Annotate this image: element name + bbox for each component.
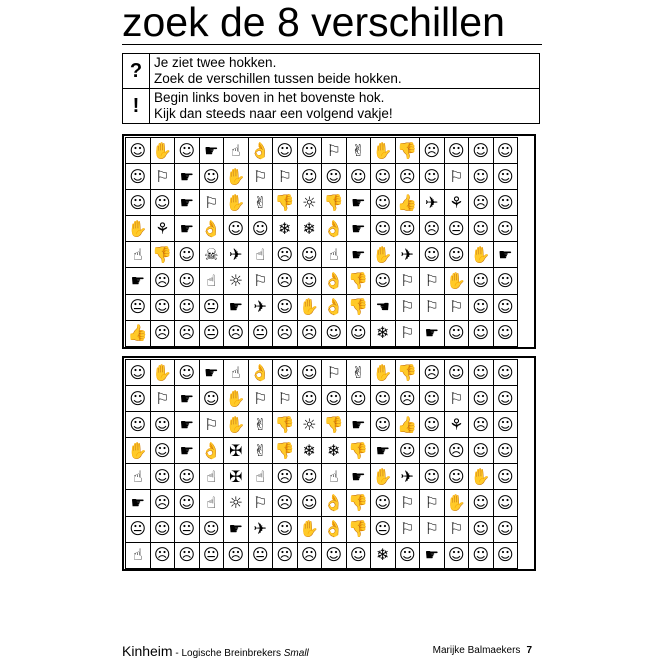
thumbs-down-icon: 👎	[273, 412, 298, 438]
pointing-right-icon: ☛	[371, 438, 396, 464]
frown-icon: ☹	[151, 268, 176, 294]
smiley-icon: ☺	[322, 543, 347, 569]
smiley-icon: ☺	[420, 464, 445, 490]
flag-icon: ⚐	[396, 321, 421, 347]
hand-icon: ✋	[371, 242, 396, 268]
page-number: 7	[526, 645, 532, 656]
sun-icon: ☼	[224, 268, 249, 294]
frown-icon: ☹	[151, 321, 176, 347]
hand-icon: ✋	[445, 268, 470, 294]
smiley-icon: ☺	[469, 164, 494, 190]
smiley-icon: ☺	[298, 164, 323, 190]
smiley-icon: ☺	[469, 216, 494, 242]
airplane-icon: ✈	[249, 517, 274, 543]
airplane-icon: ✈	[396, 242, 421, 268]
smiley-icon: ☺	[347, 543, 372, 569]
hand-icon: ✋	[151, 360, 176, 386]
sun-icon: ☼	[224, 490, 249, 516]
pointing-up-icon: ☝	[224, 360, 249, 386]
pointing-right-icon: ☛	[347, 216, 372, 242]
smiley-icon: ☺	[371, 268, 396, 294]
neutral-face-icon: 😐	[126, 295, 151, 321]
frown-icon: ☹	[420, 360, 445, 386]
smiley-icon: ☺	[371, 216, 396, 242]
thumbs-up-icon: 👍	[396, 412, 421, 438]
frown-icon: ☹	[445, 438, 470, 464]
smiley-icon: ☺	[445, 321, 470, 347]
neutral-face-icon: 😐	[445, 216, 470, 242]
smiley-icon: ☺	[494, 438, 519, 464]
publisher-logo: Kinheim	[122, 643, 173, 659]
thumbs-down-icon: 👎	[396, 138, 421, 164]
pointing-right-icon: ☛	[224, 517, 249, 543]
pointing-right-icon: ☛	[347, 464, 372, 490]
snowflake-icon: ❄	[298, 216, 323, 242]
frown-icon: ☹	[273, 321, 298, 347]
flag-icon: ⚐	[420, 517, 445, 543]
smiley-icon: ☺	[445, 543, 470, 569]
smiley-icon: ☺	[445, 138, 470, 164]
snowflake-icon: ❄	[273, 216, 298, 242]
frown-icon: ☹	[273, 268, 298, 294]
flag-icon: ⚐	[420, 490, 445, 516]
hand-icon: ✋	[298, 517, 323, 543]
flag-icon: ⚐	[249, 490, 274, 516]
airplane-icon: ✈	[224, 242, 249, 268]
smiley-icon: ☺	[396, 543, 421, 569]
flag-icon: ⚐	[151, 164, 176, 190]
thumbs-down-icon: 👎	[273, 190, 298, 216]
pointing-left-icon: ☚	[371, 295, 396, 321]
ok-hand-icon: 👌	[322, 490, 347, 516]
flag-icon: ⚐	[273, 386, 298, 412]
frown-icon: ☹	[469, 412, 494, 438]
smiley-icon: ☺	[494, 138, 519, 164]
flag-icon: ⚐	[249, 268, 274, 294]
smiley-icon: ☺	[494, 164, 519, 190]
skull-icon: ☠	[200, 242, 225, 268]
smiley-icon: ☺	[249, 216, 274, 242]
smiley-icon: ☺	[420, 242, 445, 268]
snowflake-icon: ❄	[371, 543, 396, 569]
smiley-icon: ☺	[298, 386, 323, 412]
smiley-icon: ☺	[371, 412, 396, 438]
cross-icon: ✠	[224, 464, 249, 490]
question-mark-icon: ?	[123, 54, 150, 89]
frown-icon: ☹	[224, 321, 249, 347]
pointing-up-icon: ☝	[322, 242, 347, 268]
series-prefix: - Logische Breinbrekers	[172, 648, 284, 659]
pointing-up-icon: ☝	[200, 490, 225, 516]
flag-icon: ⚐	[396, 517, 421, 543]
airplane-icon: ✈	[396, 464, 421, 490]
smiley-icon: ☺	[396, 438, 421, 464]
snowflake-icon: ❄	[371, 321, 396, 347]
flag-icon: ⚐	[396, 268, 421, 294]
pointing-up-icon: ☝	[249, 242, 274, 268]
smiley-icon: ☺	[322, 321, 347, 347]
smiley-icon: ☺	[469, 268, 494, 294]
bottom-puzzle-box	[122, 356, 536, 571]
frown-icon: ☹	[273, 490, 298, 516]
smiley-icon: ☺	[175, 268, 200, 294]
pointing-right-icon: ☛	[175, 412, 200, 438]
smiley-icon: ☺	[494, 517, 519, 543]
frown-icon: ☹	[224, 543, 249, 569]
airplane-icon: ✈	[420, 190, 445, 216]
pointing-right-icon: ☛	[175, 438, 200, 464]
thumbs-up-icon: 👍	[396, 190, 421, 216]
footer-author	[433, 644, 532, 658]
smiley-icon: ☺	[175, 360, 200, 386]
instruction-line: Zoek de verschillen tussen beide hokken.	[154, 71, 402, 86]
pointing-right-icon: ☛	[200, 138, 225, 164]
smiley-icon: ☺	[200, 386, 225, 412]
smiley-icon: ☺	[494, 412, 519, 438]
pointing-right-icon: ☛	[420, 321, 445, 347]
ok-hand-icon: 👌	[200, 216, 225, 242]
smiley-icon: ☺	[371, 164, 396, 190]
flag-icon: ⚐	[396, 490, 421, 516]
frown-icon: ☹	[273, 543, 298, 569]
flag-icon: ⚐	[420, 268, 445, 294]
smiley-icon: ☺	[494, 295, 519, 321]
instruction-text	[150, 89, 540, 124]
ok-hand-icon: 👌	[322, 216, 347, 242]
smiley-icon: ☺	[469, 295, 494, 321]
smiley-icon: ☺	[200, 164, 225, 190]
smiley-icon: ☺	[469, 517, 494, 543]
frown-icon: ☹	[420, 138, 445, 164]
smiley-icon: ☺	[322, 386, 347, 412]
sun-icon: ☼	[298, 412, 323, 438]
neutral-face-icon: 😐	[200, 543, 225, 569]
neutral-face-icon: 😐	[200, 321, 225, 347]
frown-icon: ☹	[396, 386, 421, 412]
hand-icon: ✋	[469, 242, 494, 268]
smiley-icon: ☺	[175, 295, 200, 321]
flag-icon: ⚐	[445, 295, 470, 321]
neutral-face-icon: 😐	[249, 543, 274, 569]
top-puzzle-box	[122, 134, 536, 349]
neutral-face-icon: 😐	[200, 295, 225, 321]
smiley-icon: ☺	[151, 412, 176, 438]
smiley-icon: ☺	[494, 490, 519, 516]
victory-hand-icon: ✌	[249, 438, 274, 464]
pointing-right-icon: ☛	[175, 190, 200, 216]
snowflake-icon: ❄	[322, 438, 347, 464]
smiley-icon: ☺	[494, 386, 519, 412]
ok-hand-icon: 👌	[200, 438, 225, 464]
victory-hand-icon: ✌	[347, 360, 372, 386]
smiley-icon: ☺	[151, 464, 176, 490]
smiley-icon: ☺	[298, 242, 323, 268]
flag-icon: ⚐	[420, 295, 445, 321]
thumbs-down-icon: 👎	[273, 438, 298, 464]
pointing-right-icon: ☛	[420, 543, 445, 569]
smiley-icon: ☺	[494, 321, 519, 347]
smiley-icon: ☺	[445, 464, 470, 490]
smiley-icon: ☺	[494, 190, 519, 216]
hand-icon: ✋	[224, 164, 249, 190]
hand-icon: ✋	[224, 386, 249, 412]
hand-icon: ✋	[371, 138, 396, 164]
smiley-icon: ☺	[175, 464, 200, 490]
exclamation-mark-icon: !	[123, 89, 150, 124]
instruction-text	[150, 54, 540, 89]
pointing-up-icon: ☝	[126, 242, 151, 268]
flag-icon: ⚐	[445, 164, 470, 190]
smiley-icon: ☺	[126, 386, 151, 412]
smiley-icon: ☺	[273, 517, 298, 543]
top-icon-grid	[125, 137, 518, 347]
series-size: Small	[283, 648, 309, 659]
drop-icon: ⚘	[445, 412, 470, 438]
frown-icon: ☹	[273, 242, 298, 268]
instructions-table	[122, 53, 540, 124]
smiley-icon: ☺	[420, 164, 445, 190]
frown-icon: ☹	[469, 190, 494, 216]
thumbs-up-icon: 👍	[126, 321, 151, 347]
smiley-icon: ☺	[469, 438, 494, 464]
ok-hand-icon: 👌	[322, 295, 347, 321]
pointing-up-icon: ☝	[224, 138, 249, 164]
flag-icon: ⚐	[249, 164, 274, 190]
flag-icon: ⚐	[200, 190, 225, 216]
thumbs-down-icon: 👎	[347, 517, 372, 543]
smiley-icon: ☺	[224, 216, 249, 242]
flag-icon: ⚐	[249, 386, 274, 412]
smiley-icon: ☺	[347, 321, 372, 347]
instruction-row	[123, 54, 540, 89]
thumbs-down-icon: 👎	[347, 438, 372, 464]
pointing-up-icon: ☝	[249, 464, 274, 490]
smiley-icon: ☺	[151, 438, 176, 464]
smiley-icon: ☺	[420, 438, 445, 464]
flag-icon: ⚐	[322, 138, 347, 164]
smiley-icon: ☺	[175, 138, 200, 164]
ok-hand-icon: 👌	[322, 268, 347, 294]
pointing-right-icon: ☛	[224, 295, 249, 321]
ok-hand-icon: 👌	[249, 360, 274, 386]
instruction-line: Je ziet twee hokken.	[154, 55, 277, 70]
pointing-right-icon: ☛	[347, 412, 372, 438]
smiley-icon: ☺	[371, 190, 396, 216]
flag-icon: ⚐	[396, 295, 421, 321]
smiley-icon: ☺	[126, 360, 151, 386]
smiley-icon: ☺	[469, 386, 494, 412]
smiley-icon: ☺	[298, 138, 323, 164]
instruction-row	[123, 89, 540, 124]
thumbs-down-icon: 👎	[322, 190, 347, 216]
pointing-right-icon: ☛	[494, 242, 519, 268]
pointing-right-icon: ☛	[347, 242, 372, 268]
neutral-face-icon: 😐	[126, 517, 151, 543]
hand-icon: ✋	[126, 216, 151, 242]
instruction-line: Begin links boven in het bovenste hok.	[154, 90, 385, 105]
flag-icon: ⚐	[445, 517, 470, 543]
hand-icon: ✋	[445, 490, 470, 516]
hand-icon: ✋	[224, 412, 249, 438]
frown-icon: ☹	[151, 490, 176, 516]
flag-icon: ⚐	[445, 386, 470, 412]
flag-icon: ⚐	[200, 412, 225, 438]
thumbs-down-icon: 👎	[347, 268, 372, 294]
footer-series	[122, 644, 309, 661]
instruction-line: Kijk dan steeds naar een volgend vakje!	[154, 106, 393, 121]
smiley-icon: ☺	[494, 268, 519, 294]
pointing-right-icon: ☛	[175, 386, 200, 412]
victory-hand-icon: ✌	[249, 190, 274, 216]
smiley-icon: ☺	[347, 164, 372, 190]
hand-icon: ✋	[298, 295, 323, 321]
smiley-icon: ☺	[151, 517, 176, 543]
pointing-right-icon: ☛	[126, 268, 151, 294]
smiley-icon: ☺	[126, 190, 151, 216]
cross-icon: ✠	[224, 438, 249, 464]
smiley-icon: ☺	[151, 190, 176, 216]
smiley-icon: ☺	[371, 490, 396, 516]
page-title: zoek de 8 verschillen	[122, 0, 505, 45]
pointing-up-icon: ☝	[200, 268, 225, 294]
frown-icon: ☹	[420, 216, 445, 242]
hand-icon: ✋	[469, 464, 494, 490]
smiley-icon: ☺	[322, 164, 347, 190]
smiley-icon: ☺	[347, 386, 372, 412]
title-underline	[122, 44, 542, 45]
hand-icon: ✋	[371, 464, 396, 490]
frown-icon: ☹	[273, 464, 298, 490]
pointing-right-icon: ☛	[175, 164, 200, 190]
thumbs-down-icon: 👎	[347, 295, 372, 321]
smiley-icon: ☺	[273, 360, 298, 386]
pointing-right-icon: ☛	[200, 360, 225, 386]
smiley-icon: ☺	[445, 242, 470, 268]
smiley-icon: ☺	[126, 138, 151, 164]
smiley-icon: ☺	[126, 412, 151, 438]
smiley-icon: ☺	[371, 386, 396, 412]
smiley-icon: ☺	[273, 295, 298, 321]
smiley-icon: ☺	[175, 242, 200, 268]
smiley-icon: ☺	[175, 490, 200, 516]
pointing-up-icon: ☝	[322, 464, 347, 490]
frown-icon: ☹	[298, 543, 323, 569]
airplane-icon: ✈	[249, 295, 274, 321]
smiley-icon: ☺	[298, 360, 323, 386]
ok-hand-icon: 👌	[249, 138, 274, 164]
pointing-right-icon: ☛	[347, 190, 372, 216]
series-title	[173, 648, 309, 659]
smiley-icon: ☺	[298, 464, 323, 490]
smiley-icon: ☺	[298, 268, 323, 294]
smiley-icon: ☺	[469, 138, 494, 164]
thumbs-down-icon: 👎	[396, 360, 421, 386]
pointing-right-icon: ☛	[126, 490, 151, 516]
smiley-icon: ☺	[469, 321, 494, 347]
smiley-icon: ☺	[273, 138, 298, 164]
frown-icon: ☹	[151, 543, 176, 569]
bottom-icon-grid	[125, 359, 518, 569]
victory-hand-icon: ✌	[347, 138, 372, 164]
ok-hand-icon: 👌	[322, 517, 347, 543]
hand-icon: ✋	[371, 360, 396, 386]
smiley-icon: ☺	[420, 412, 445, 438]
hand-icon: ✋	[151, 138, 176, 164]
smiley-icon: ☺	[298, 490, 323, 516]
pointing-right-icon: ☛	[175, 216, 200, 242]
flag-icon: ⚐	[322, 360, 347, 386]
pointing-up-icon: ☝	[126, 543, 151, 569]
smiley-icon: ☺	[494, 360, 519, 386]
author-name: Marijke Balmaekers	[432, 645, 521, 656]
neutral-face-icon: 😐	[175, 517, 200, 543]
pointing-up-icon: ☝	[200, 464, 225, 490]
smiley-icon: ☺	[126, 164, 151, 190]
thumbs-down-icon: 👎	[347, 490, 372, 516]
frown-icon: ☹	[396, 164, 421, 190]
frown-icon: ☹	[175, 321, 200, 347]
smiley-icon: ☺	[494, 543, 519, 569]
smiley-icon: ☺	[494, 216, 519, 242]
snowflake-icon: ❄	[298, 438, 323, 464]
neutral-face-icon: 😐	[371, 517, 396, 543]
hand-icon: ✋	[126, 438, 151, 464]
thumbs-down-icon: 👎	[322, 412, 347, 438]
thumbs-down-icon: 👎	[151, 242, 176, 268]
sun-icon: ☼	[298, 190, 323, 216]
smiley-icon: ☺	[494, 464, 519, 490]
smiley-icon: ☺	[151, 295, 176, 321]
smiley-icon: ☺	[396, 216, 421, 242]
drop-icon: ⚘	[151, 216, 176, 242]
smiley-icon: ☺	[420, 386, 445, 412]
pointing-up-icon: ☝	[126, 464, 151, 490]
neutral-face-icon: 😐	[249, 321, 274, 347]
smiley-icon: ☺	[469, 543, 494, 569]
flag-icon: ⚐	[151, 386, 176, 412]
drop-icon: ⚘	[445, 190, 470, 216]
victory-hand-icon: ✌	[249, 412, 274, 438]
frown-icon: ☹	[175, 543, 200, 569]
flag-icon: ⚐	[273, 164, 298, 190]
smiley-icon: ☺	[469, 360, 494, 386]
smiley-icon: ☺	[469, 490, 494, 516]
smiley-icon: ☺	[445, 360, 470, 386]
smiley-icon: ☺	[200, 517, 225, 543]
hand-icon: ✋	[224, 190, 249, 216]
frown-icon: ☹	[298, 321, 323, 347]
